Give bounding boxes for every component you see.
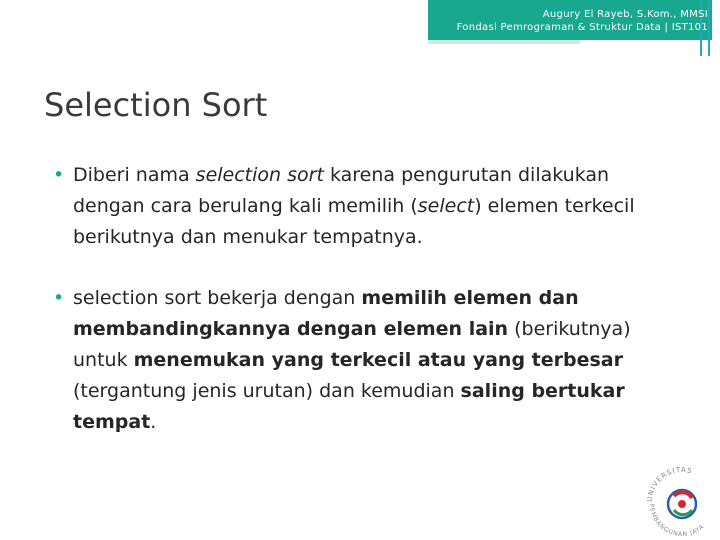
svg-text:PEMBANGUNAN JAYA	[648, 504, 706, 538]
bullet-text-run: selection sort bekerja dengan	[73, 287, 362, 309]
logo-text-top: UNIVERSITAS	[645, 465, 694, 503]
bullet-text-run: Diberi nama	[73, 164, 196, 186]
bullet-marker: •	[53, 164, 65, 186]
bullet-item	[53, 283, 673, 438]
bullet-text-run: menemukan yang terkecil atau yang terbesar	[133, 349, 623, 371]
bullet-text-run: select	[417, 195, 475, 217]
bullet-text-run: .	[150, 411, 157, 433]
header-divider-line	[708, 0, 710, 56]
header-underbar	[428, 40, 580, 44]
bullet-text-run: memilih elemen dan membandingkannya dengan elemen lain	[73, 287, 579, 340]
bullet-list	[53, 160, 673, 468]
bullet-item	[53, 160, 673, 253]
bullet-text-run: ) elemen terkecil berikutnya dan menukar tempatnya.	[73, 195, 635, 248]
university-logo	[640, 450, 720, 540]
bullet-text-run: karena pengurutan dilakukan dengan cara berulang kali memilih (	[73, 164, 610, 217]
bullet-text-run: saling bertukar tempat	[73, 380, 625, 433]
bullet-text-run: selection sort	[195, 164, 324, 186]
slide-title: Selection Sort	[44, 86, 268, 124]
bullet-marker: •	[53, 287, 65, 309]
logo-text-bottom: PEMBANGUNAN JAYA	[647, 503, 706, 539]
header-author: Augury El Rayeb, S.Kom., MMSI	[542, 9, 708, 20]
header-course: Fondasi Pemrograman & Struktur Data | IST101	[456, 22, 708, 33]
logo-emblem-icon	[668, 490, 696, 518]
bullet-text-run: (berikutnya) untuk	[73, 318, 631, 371]
bullet-text-run: (tergantung jenis urutan) dan kemudian	[73, 380, 461, 402]
